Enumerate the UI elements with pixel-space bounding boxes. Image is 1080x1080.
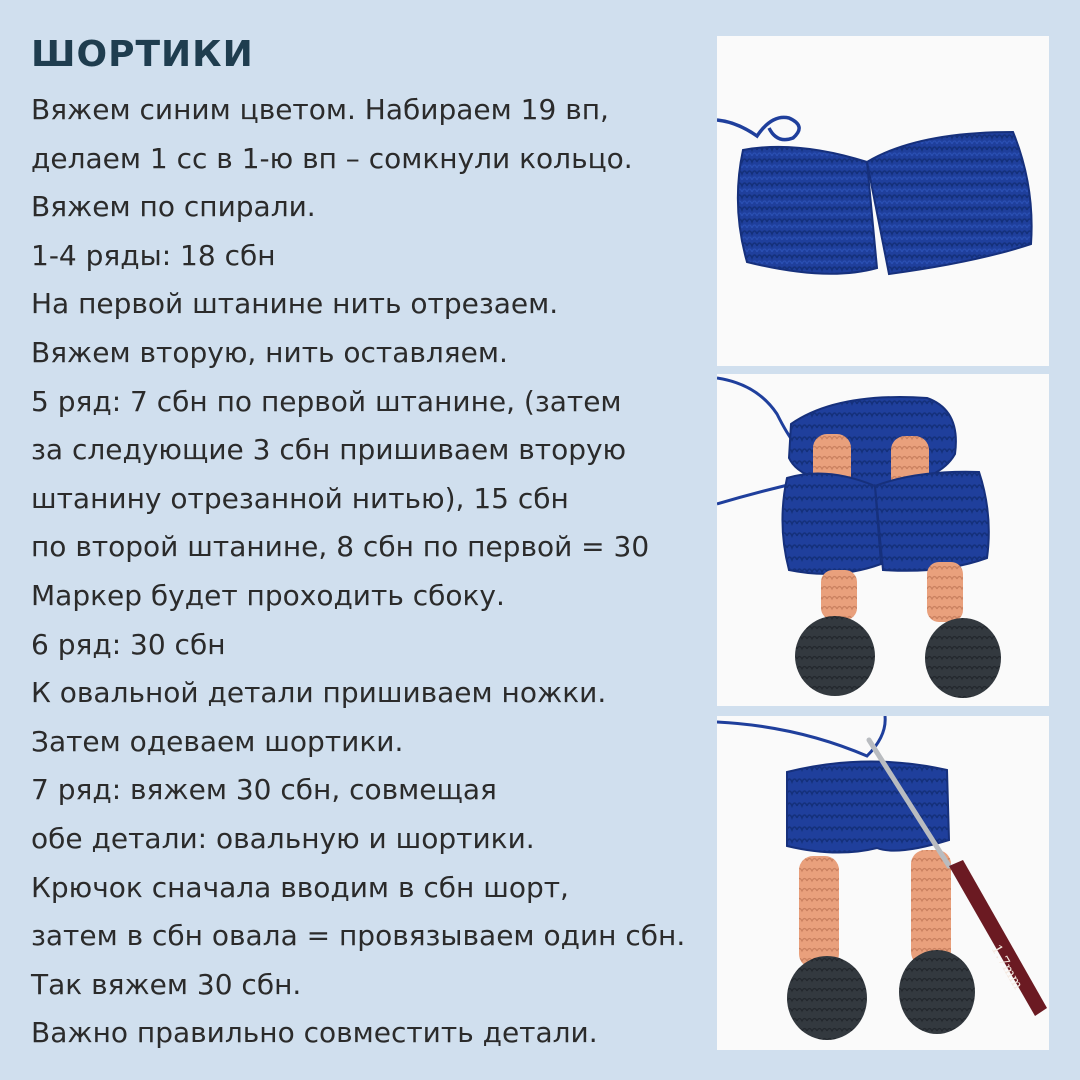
instruction-line: затем в сбн овала = провязываем один сбн. bbox=[31, 919, 686, 953]
shorts-leg-right bbox=[867, 132, 1032, 274]
hook-joining-illustration bbox=[717, 716, 1049, 1050]
instruction-line: Маркер будет проходить сбоку. bbox=[31, 578, 505, 612]
shoe-left bbox=[787, 956, 867, 1040]
yarn-thread bbox=[717, 378, 795, 444]
leg-left-lower bbox=[821, 570, 857, 620]
photo-oval-with-legs bbox=[717, 374, 1049, 706]
shorts-leg-left bbox=[738, 147, 877, 274]
instruction-line: за следующие 3 сбн пришиваем вторую bbox=[31, 433, 627, 467]
yarn-tail bbox=[717, 117, 799, 139]
shoe-right bbox=[925, 618, 1001, 698]
leg-right-lower bbox=[927, 562, 963, 622]
instruction-line: К овальной детали пришиваем ножки. bbox=[31, 676, 607, 710]
leg-left bbox=[799, 856, 839, 968]
instruction-line: Важно правильно совместить детали. bbox=[31, 1016, 598, 1050]
shorts-left bbox=[782, 474, 881, 574]
photo-joining-with-hook bbox=[717, 716, 1049, 1050]
yarn-thread bbox=[717, 716, 885, 756]
instruction-line: Вяжем вторую, нить оставляем. bbox=[31, 335, 508, 369]
shoe-left bbox=[795, 616, 875, 696]
shorts-right bbox=[875, 472, 989, 571]
instruction-line: 7 ряд: вяжем 30 сбн, совмещая bbox=[31, 773, 497, 807]
page-title: ШОРТИКИ bbox=[31, 34, 254, 75]
hook-size-label: 1.7mm bbox=[987, 942, 1026, 993]
shorts-legs-illustration bbox=[717, 36, 1049, 366]
oval-legs-illustration bbox=[717, 374, 1049, 706]
instruction-line: 1-4 ряды: 18 сбн bbox=[31, 238, 276, 272]
instruction-line: Вяжем по спирали. bbox=[31, 190, 316, 224]
instruction-line: 6 ряд: 30 сбн bbox=[31, 627, 226, 661]
instruction-line: штанину отрезанной нитью), 15 сбн bbox=[31, 481, 569, 515]
instruction-line: Вяжем синим цветом. Набираем 19 вп, bbox=[31, 93, 609, 126]
instruction-line: Так вяжем 30 сбн. bbox=[31, 967, 302, 1001]
instruction-line: по второй штанине, 8 сбн по первой = 30 bbox=[31, 530, 650, 564]
shorts-joined bbox=[787, 761, 949, 852]
instruction-line: 5 ряд: 7 сбн по первой штанине, (затем bbox=[31, 384, 622, 418]
instructions-text bbox=[31, 86, 751, 1058]
instruction-line: Затем одеваем шортики. bbox=[31, 724, 404, 758]
instruction-line: обе детали: овальную и шортики. bbox=[31, 821, 535, 855]
instruction-line: Крючок сначала вводим в сбн шорт, bbox=[31, 870, 569, 904]
instruction-line: На первой штанине нить отрезаем. bbox=[31, 287, 559, 321]
leg-right bbox=[911, 850, 951, 966]
photo-shorts-legs bbox=[717, 36, 1049, 366]
instruction-line: делаем 1 сс в 1-ю вп – сомкнули кольцо. bbox=[31, 141, 633, 175]
shoe-right bbox=[899, 950, 975, 1034]
